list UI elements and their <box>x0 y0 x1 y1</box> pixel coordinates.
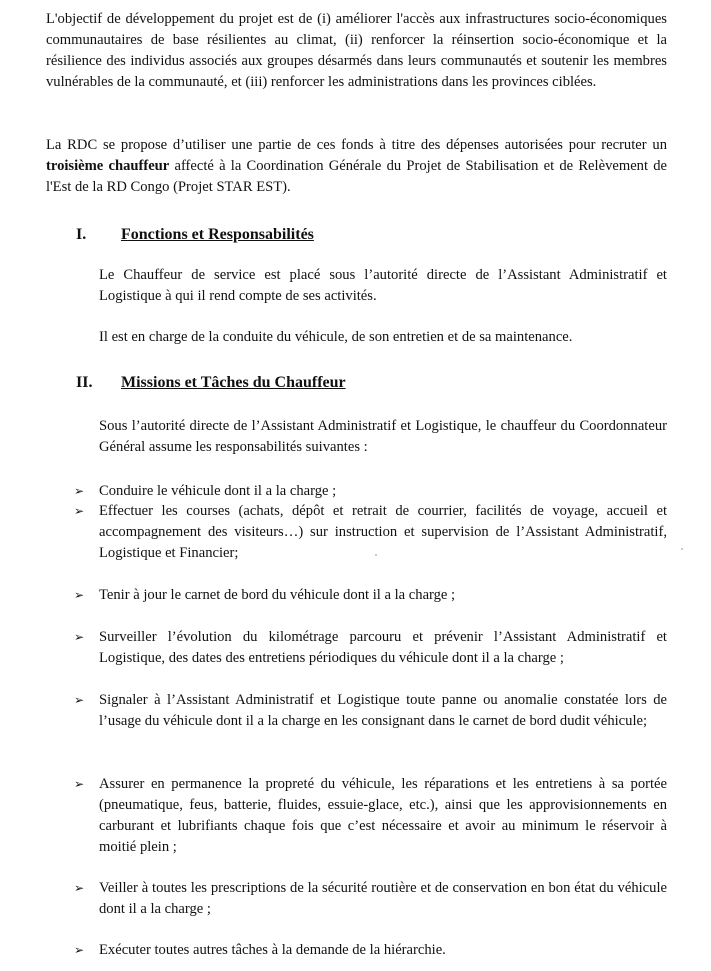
list-item <box>74 878 667 920</box>
rdc-bold-text: troisième chauffeur <box>46 158 170 174</box>
rdc-text-before: La RDC se propose d’utiliser une partie de ces fonds à titre des dépenses autorisées pour recruter un <box>46 137 667 153</box>
list-item-text: Exécuter toutes autres tâches à la demande de la hiérarchie. <box>99 942 446 958</box>
list-item <box>74 481 667 502</box>
arrow-bullet-icon: ➢ <box>74 881 85 895</box>
arrow-bullet-icon: ➢ <box>74 504 85 518</box>
section-2-title: Missions et Tâches du Chauffeur <box>121 374 346 391</box>
section-2-number: II. <box>76 374 93 391</box>
list-item <box>74 585 667 606</box>
rdc-paragraph <box>46 135 667 198</box>
scan-speck <box>375 554 377 556</box>
list-item-text: Surveiller l’évolution du kilométrage parcouru et prévenir l’Assistant Administratif et Logistique, des dates des entretiens périodiques du véhicule dont il a la charge ; <box>99 629 667 666</box>
list-item <box>74 501 667 564</box>
list-item <box>74 627 667 669</box>
list-item-text: Tenir à jour le carnet de bord du véhicule dont il a la charge ; <box>99 587 456 603</box>
scan-speck <box>681 548 683 550</box>
arrow-bullet-icon: ➢ <box>74 484 85 498</box>
list-item-text: Effectuer les courses (achats, dépôt et retrait de courrier, facilités de voyage, accueil et accompagnement des visiteurs…) sur instruction et supervision de l’Assistant Administratif, Logistique et Financier; <box>99 503 667 561</box>
section-1-paragraph: Le Chauffeur de service est placé sous l’autorité directe de l’Assistant Administratif et Logistique à qui il rend compte de ses activités. <box>99 267 667 304</box>
list-item-text: Signaler à l’Assistant Administratif et Logistique toute panne ou anomalie constatée lors de l’usage du véhicule dont il a la charge en les consignant dans le carnet de bord dudit véhicule; <box>99 692 667 729</box>
arrow-bullet-icon: ➢ <box>74 630 85 644</box>
rdc-text-after: affecté à la Coordination Générale du Projet de Stabilisation et de Relèvement de l'Est de la RD Congo (Projet STAR EST). <box>46 158 668 195</box>
arrow-bullet-icon: ➢ <box>74 777 85 791</box>
arrow-bullet-icon: ➢ <box>74 588 85 602</box>
intro-paragraph: L'objectif de développement du projet est de (i) améliorer l'accès aux infrastructures socio-économiques communautaires de base résilientes au climat, (ii) renforcer la réinsertion socio-économique et la résilience des individus associés aux groupes désarmés dans leurs communautés et soutenir les membres vulnérables de la communauté, et (iii) renforcer les administrations dans les provinces ciblées. <box>46 11 667 90</box>
section-1-title: Fonctions et Responsabilités <box>121 226 314 243</box>
section-1-paragraph: Il est en charge de la conduite du véhicule, de son entretien et de sa maintenance. <box>99 329 573 345</box>
list-item-text: Assurer en permanence la propreté du véhicule, les réparations et les entretiens à sa portée (pneumatique, feus, batterie, fluides, essuie-glace, etc.), ainsi que les approvisionnements en carburant et lubrifiants chaque fois que c’est nécessaire et avoir au minimum le réservoir à moitié plein ; <box>99 776 667 855</box>
arrow-bullet-icon: ➢ <box>74 693 85 707</box>
section-1-number: I. <box>76 226 87 243</box>
list-item <box>74 690 667 732</box>
list-item-text: Veiller à toutes les prescriptions de la sécurité routière et de conservation en bon état du véhicule dont il a la charge ; <box>99 880 667 917</box>
list-item <box>74 940 667 961</box>
list-item-text: Conduire le véhicule dont il a la charge ; <box>99 483 337 499</box>
section-2-intro: Sous l’autorité directe de l’Assistant Administratif et Logistique, le chauffeur du Coordonnateur Général assume les responsabilités suivantes : <box>99 418 667 455</box>
list-item <box>74 774 667 858</box>
arrow-bullet-icon: ➢ <box>74 943 85 957</box>
